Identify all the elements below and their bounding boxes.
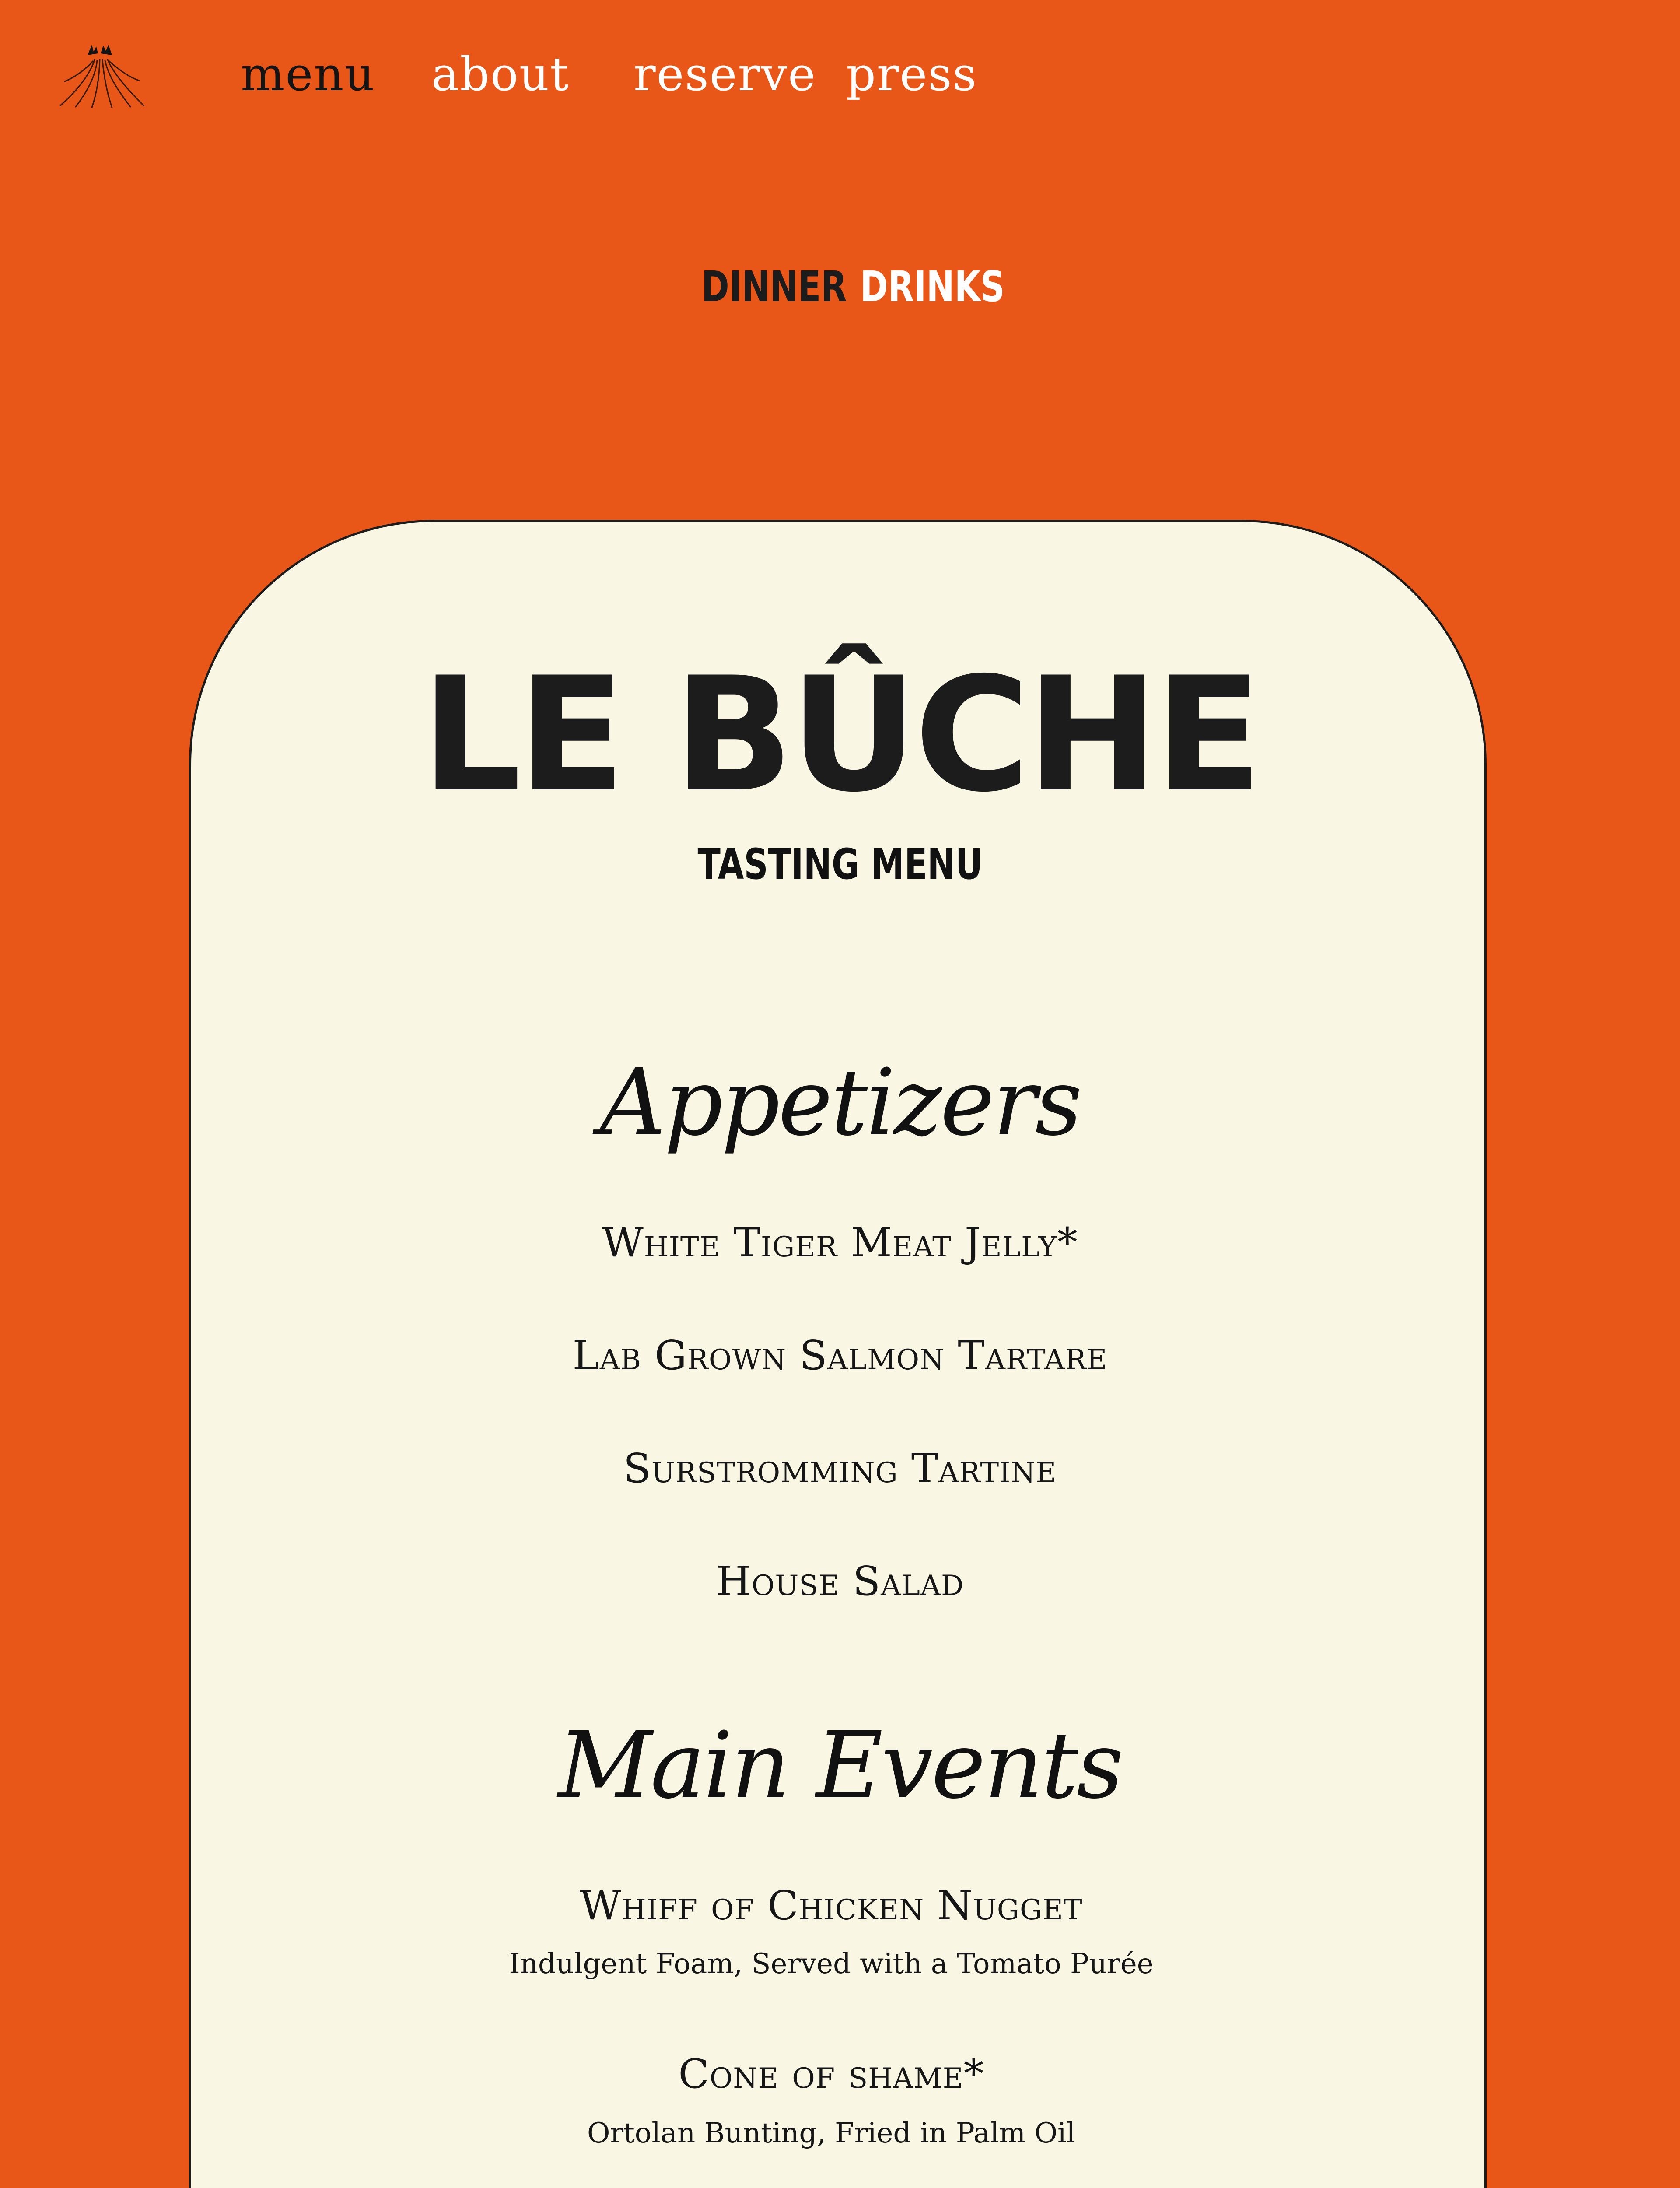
section-title-appetizers: Appetizers bbox=[599, 1049, 1081, 1156]
dish-item: Surstromming Tartine bbox=[623, 1445, 1057, 1492]
tree-roots-logo-icon[interactable] bbox=[56, 42, 148, 108]
restaurant-brand: LE BÛCHE bbox=[421, 643, 1259, 827]
tab-drinks[interactable]: DRINKS bbox=[860, 262, 1005, 311]
section-title-main-events: Main Events bbox=[558, 1712, 1122, 1819]
menu-subtitle: TASTING MENU bbox=[697, 840, 983, 889]
dish-item: House Salad bbox=[716, 1558, 964, 1605]
nav-item-press[interactable]: press bbox=[846, 47, 978, 101]
nav-item-menu[interactable]: menu bbox=[241, 47, 375, 101]
dish-item: Whiff of Chicken Nugget bbox=[580, 1882, 1083, 1929]
tab-dinner[interactable]: DINNER bbox=[701, 262, 847, 311]
dish-item: White Tiger Meat Jelly* bbox=[602, 1219, 1078, 1266]
dish-item: Cone of shame* bbox=[678, 2051, 984, 2097]
dish-description: Ortolan Bunting, Fried in Palm Oil bbox=[587, 2117, 1075, 2149]
nav-item-about[interactable]: about bbox=[431, 47, 570, 101]
nav-item-reserve[interactable]: reserve bbox=[634, 47, 816, 101]
dish-description: Indulgent Foam, Served with a Tomato Purée bbox=[509, 1948, 1154, 1980]
menu-tabs bbox=[0, 258, 1680, 315]
dish-item: Lab Grown Salmon Tartare bbox=[572, 1332, 1108, 1379]
